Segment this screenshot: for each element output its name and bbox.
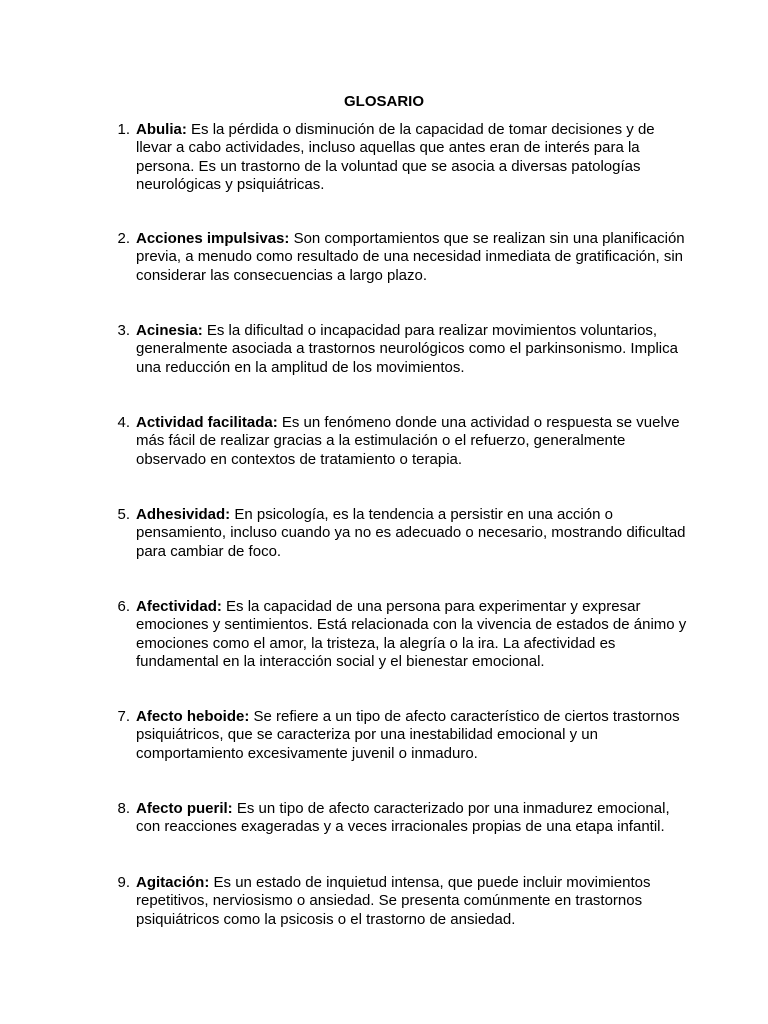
glossary-entry [110, 322, 690, 377]
glossary-entry [110, 598, 690, 671]
entry-term: Afecto heboide: [136, 708, 250, 725]
entry-body [136, 322, 690, 377]
entry-body [136, 506, 690, 561]
entry-body [136, 414, 690, 469]
glossary-entry [110, 121, 690, 194]
entry-body [136, 800, 690, 837]
glossary-entry [110, 800, 690, 837]
entry-number: 6. [117, 598, 130, 615]
entry-body [136, 230, 690, 285]
glossary-entry [110, 414, 690, 469]
entry-number: 3. [117, 322, 130, 339]
entry-definition: Es un fenómeno donde una actividad o respuesta se vuelve más fácil de realizar gracias a la estimulación o el refuerzo, generalmente observado en contextos de tratamiento o terapia. [136, 414, 680, 468]
entry-number: 2. [117, 230, 130, 247]
entry-body [136, 121, 690, 194]
entry-number: 8. [117, 800, 130, 817]
entry-definition: Es la capacidad de una persona para experimentar y expresar emociones y sentimientos. Está relacionada con la vivencia de estados de ánimo y emociones como el amor, la tristeza, la alegría o la ira. La afectividad es fundamental en la interacción social y el bienestar emocional. [136, 598, 687, 670]
entry-term: Abulia: [136, 121, 187, 138]
entry-definition: Es un estado de inquietud intensa, que puede incluir movimientos repetitivos, nerviosismo o ansiedad. Se presenta comúnmente en trastornos psiquiátricos como la psicosis o el trastorno de ansiedad. [136, 874, 651, 928]
entry-number: 7. [117, 708, 130, 725]
entry-body [136, 598, 690, 671]
entry-term: Agitación: [136, 874, 210, 891]
entry-number: 4. [117, 414, 130, 431]
document-title: GLOSARIO [343, 93, 424, 110]
glossary-entry [110, 506, 690, 561]
entry-definition: Se refiere a un tipo de afecto característico de ciertos trastornos psiquiátricos, que se caracteriza por una inestabilidad emocional y un comportamiento excesivamente juvenil o inmaduro. [136, 708, 680, 762]
entry-definition: Es un tipo de afecto caracterizado por una inmadurez emocional, con reacciones exageradas y a veces irracionales propias de una etapa infantil. [136, 800, 670, 836]
entry-definition: En psicología, es la tendencia a persistir en una acción o pensamiento, incluso cuando ya no es adecuado o necesario, mostrando dificultad para cambiar de foco. [136, 506, 686, 560]
entry-body [136, 708, 690, 763]
entry-number: 1. [117, 121, 130, 138]
entry-term: Afecto pueril: [136, 800, 233, 817]
glossary-entry [110, 874, 690, 929]
glossary-entry [110, 230, 690, 285]
glossary-entry [110, 708, 690, 763]
entry-term: Afectividad: [136, 598, 222, 615]
entry-term: Adhesividad: [136, 506, 231, 523]
entry-term: Acinesia: [136, 322, 203, 339]
entry-body [136, 874, 690, 929]
entry-definition: Son comportamientos que se realizan sin una planificación previa, a menudo como resultado de una necesidad inmediata de gratificación, sin considerar las consecuencias a largo plazo. [136, 230, 685, 284]
entry-number: 5. [117, 506, 130, 523]
entry-term: Acciones impulsivas: [136, 230, 290, 247]
entry-definition: Es la pérdida o disminución de la capacidad de tomar decisiones y de llevar a cabo actividades, incluso aquellas que antes eran de interés para la persona. Es un trastorno de la voluntad que se asocia a diversas patologías neurológicas y psiquiátricas. [136, 121, 655, 193]
entry-term: Actividad facilitada: [136, 414, 278, 431]
entry-number: 9. [117, 874, 130, 891]
entry-definition: Es la dificultad o incapacidad para realizar movimientos voluntarios, generalmente asociada a trastornos neurológicos como el parkinsonismo. Implica una reducción en la amplitud de los movimientos. [136, 322, 678, 376]
